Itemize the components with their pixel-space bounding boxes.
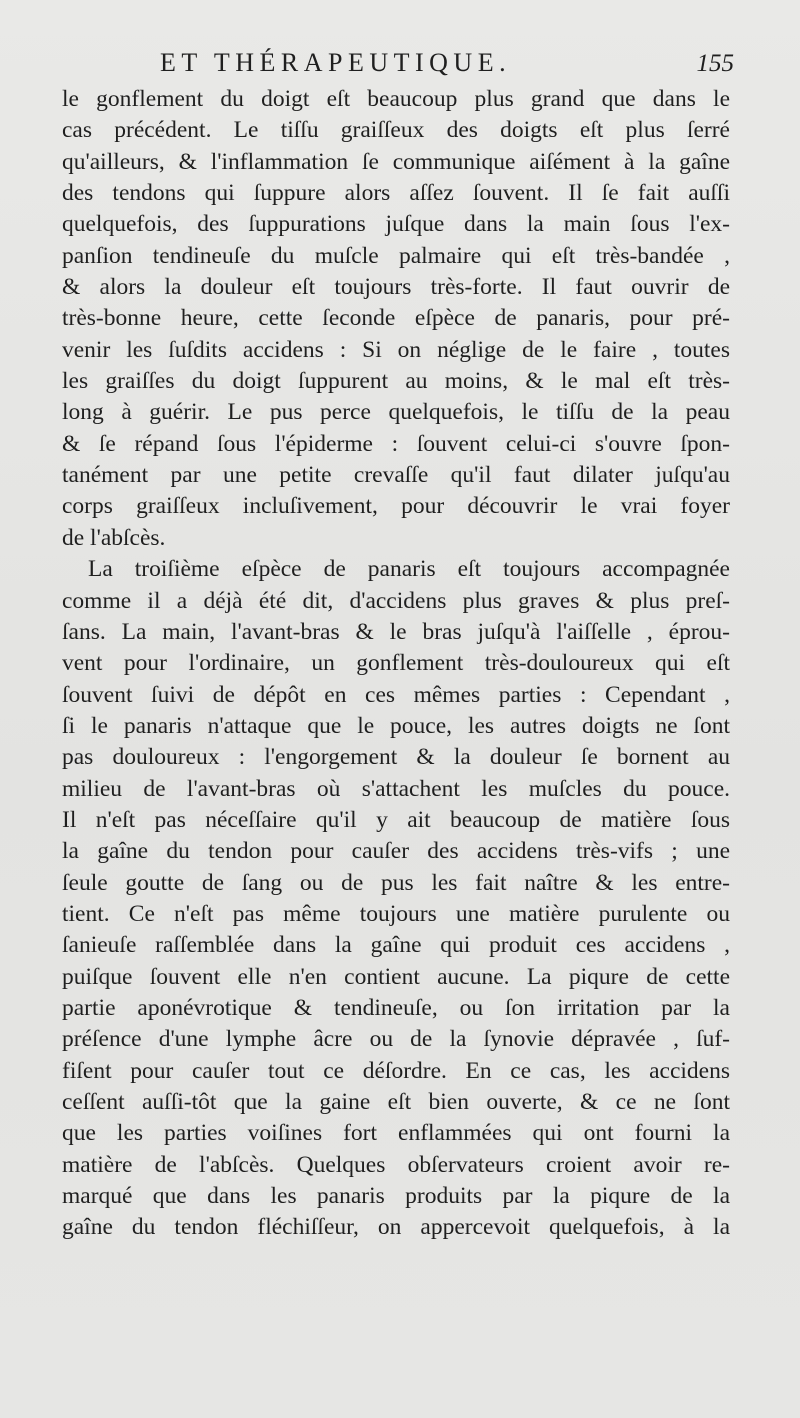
text-line: vent pour l'ordinaire, un gonflement très-douloureux qui eſt — [62, 650, 730, 677]
text-line: pas douloureux : l'engorgement & la douleur ſe bornent au — [62, 744, 730, 771]
text-line: ſi le panaris n'attaque que le pouce, les autres doigts ne ſont — [62, 712, 730, 739]
page-number: 155 — [696, 50, 734, 77]
text-line: venir les ſuſdits accidens : Si on néglige de le faire , toutes — [62, 336, 730, 363]
text-line: de l'abſcès. — [62, 524, 166, 551]
text-line: & alors la douleur eſt toujours très-forte. Il faut ouvrir de — [62, 274, 730, 301]
text-line: Il n'eſt pas néceſſaire qu'il y ait beaucoup de matière ſous — [62, 806, 730, 833]
text-line: ſanieuſe raſſemblée dans la gaîne qui produit ces accidens , — [62, 932, 730, 959]
text-line: fiſent pour cauſer tout ce déſordre. En ce cas, les accidens — [62, 1057, 730, 1084]
text-line: panſion tendineuſe du muſcle palmaire qui eſt très-bandée , — [62, 242, 730, 269]
text-line: gaîne du tendon fléchiſſeur, on appercevoit quelquefois, à la — [62, 1214, 730, 1241]
text-line: préſence d'une lymphe âcre ou de la ſynovie dépravée , ſuf- — [62, 1026, 730, 1053]
body-text — [62, 84, 730, 1244]
page-header — [62, 48, 740, 84]
text-line: puiſque ſouvent elle n'en contient aucune. La piqure de cette — [62, 963, 730, 990]
text-line: cas précédent. Le tiſſu graiſſeux des doigts eſt plus ſerré — [62, 117, 730, 144]
text-line: qu'ailleurs, & l'inflammation ſe communique aiſément à la gaîne — [62, 148, 730, 175]
text-line: tient. Ce n'eſt pas même toujours une matière purulente ou — [62, 900, 730, 927]
text-line: tanément par une petite crevaſſe qu'il faut dilater juſqu'au — [62, 462, 730, 489]
text-line: ſouvent ſuivi de dépôt en ces mêmes parties : Cependant , — [62, 681, 730, 708]
text-line: long à guérir. Le pus perce quelquefois, le tiſſu de la peau — [62, 399, 730, 426]
text-line: ſans. La main, l'avant-bras & le bras juſqu'à l'aiſſelle , éprou- — [62, 618, 730, 645]
running-title: ET THÉRAPEUTIQUE. — [160, 48, 512, 77]
text-line: la gaîne du tendon pour cauſer des accidens très-vifs ; une — [62, 838, 730, 865]
text-line: quelquefois, des ſuppurations juſque dans la main ſous l'ex- — [62, 211, 730, 238]
text-line: matière de l'abſcès. Quelques obſervateurs croient avoir re- — [62, 1151, 730, 1178]
text-line: La troiſième eſpèce de panaris eſt toujours accompagnée — [88, 556, 730, 583]
text-line: que les parties voiſines fort enflammées qui ont fourni la — [62, 1120, 730, 1147]
text-line: très-bonne heure, cette ſeconde eſpèce de panaris, pour pré- — [62, 305, 730, 332]
text-line: le gonflement du doigt eſt beaucoup plus grand que dans le — [62, 86, 730, 112]
text-line: ſeule goutte de ſang ou de pus les fait naître & les entre- — [62, 869, 730, 896]
text-line: & ſe répand ſous l'épiderme : ſouvent celui-ci s'ouvre ſpon- — [62, 430, 730, 457]
text-line: corps graiſſeux incluſivement, pour découvrir le vrai foyer — [62, 493, 730, 520]
text-line: les graiſſes du doigt ſuppurent au moins, & le mal eſt très- — [62, 368, 730, 395]
text-line: des tendons qui ſuppure alors aſſez ſouvent. Il ſe fait auſſi — [62, 180, 730, 207]
text-line: partie aponévrotique & tendineuſe, ou ſon irritation par la — [62, 994, 730, 1021]
text-line: comme il a déjà été dit, d'accidens plus graves & plus preſ- — [62, 587, 730, 614]
text-line: ceſſent auſſi-tôt que la gaine eſt bien ouverte, & ce ne ſont — [62, 1089, 730, 1115]
text-line: marqué que dans les panaris produits par la piqure de la — [62, 1183, 730, 1210]
text-line: milieu de l'avant-bras où s'attachent les muſcles du pouce. — [62, 775, 730, 802]
